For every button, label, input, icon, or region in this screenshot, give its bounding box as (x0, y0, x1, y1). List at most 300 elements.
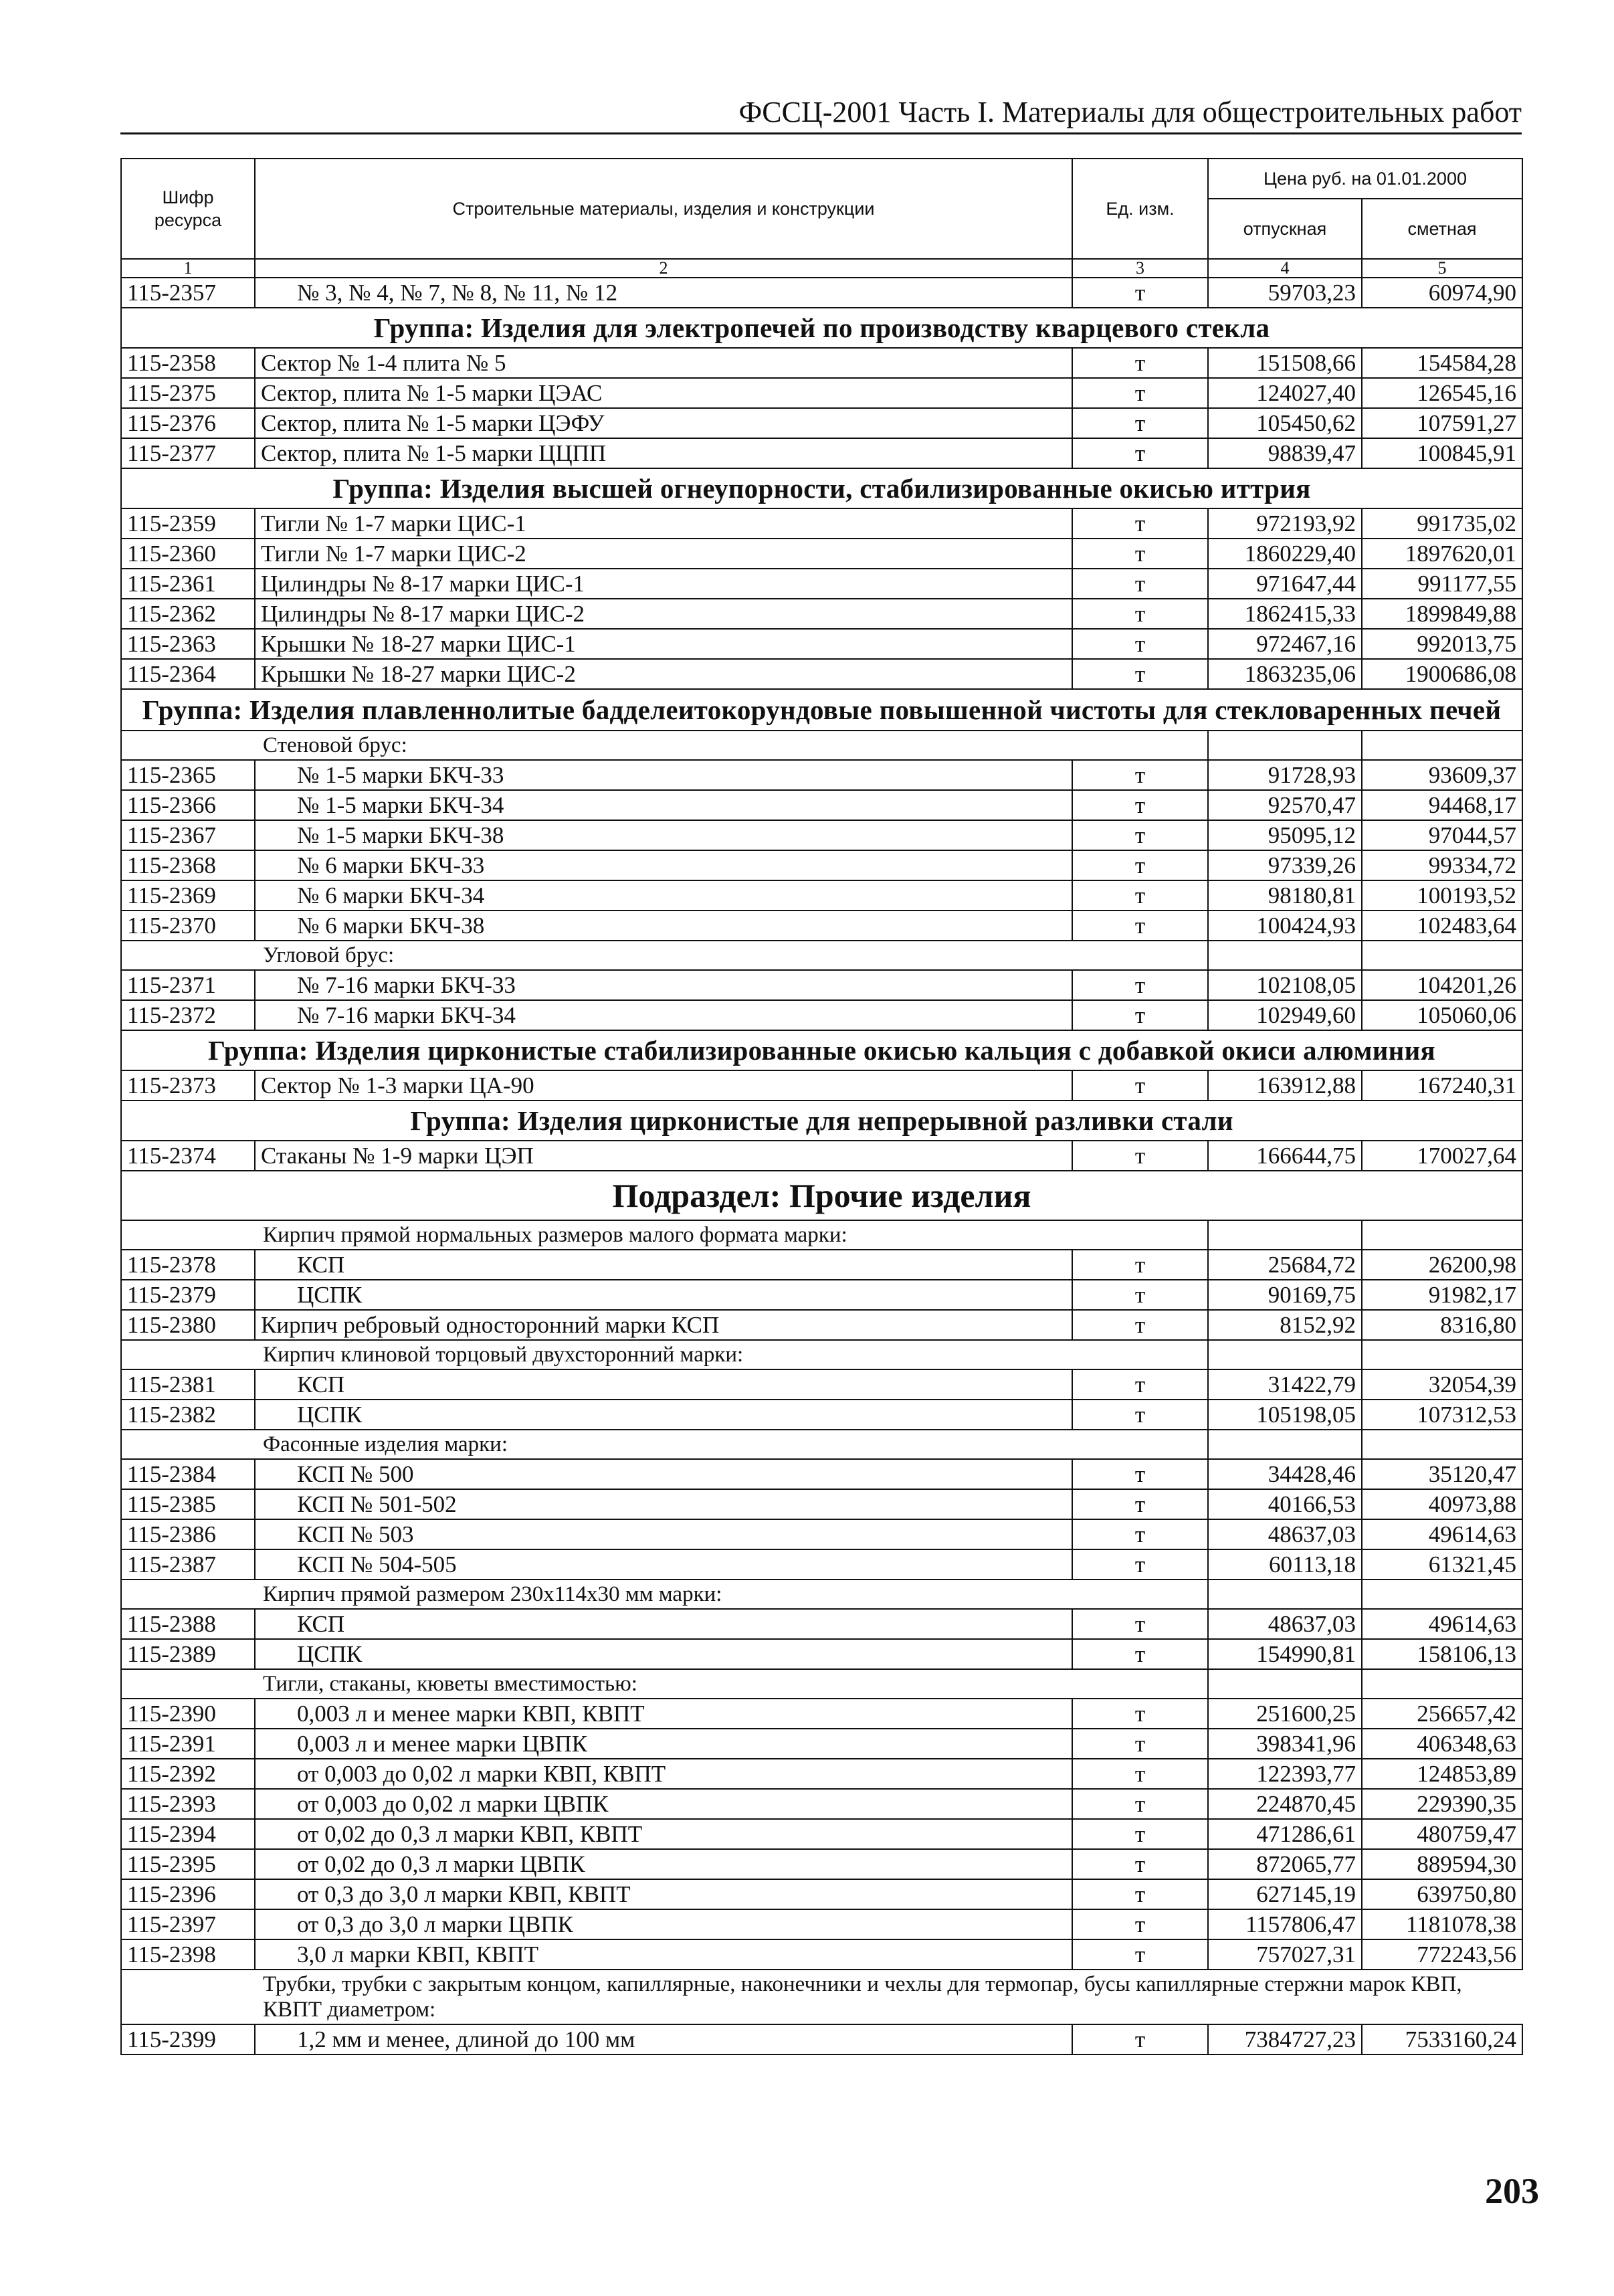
table-row (121, 438, 1522, 468)
unit: т (1072, 629, 1208, 659)
table-row (121, 820, 1522, 850)
group-heading-row (121, 468, 1522, 508)
material-name: Крышки № 18-27 марки ЦИС-1 (255, 629, 1072, 659)
price-release: 154990,81 (1208, 1639, 1362, 1669)
subheading-price-cell (1362, 1580, 1522, 1609)
unit: т (1072, 378, 1208, 408)
table-row (121, 880, 1522, 911)
price-release: 971647,44 (1208, 569, 1362, 599)
subheading-row (121, 1340, 1522, 1369)
unit: т (1072, 539, 1208, 569)
material-name: Сектор № 1-4 плита № 5 (255, 348, 1072, 378)
material-name: Сектор, плита № 1-5 марки ЦЦПП (255, 438, 1072, 468)
price-estimate: 8316,80 (1362, 1310, 1522, 1340)
unit: т (1072, 2024, 1208, 2054)
unit: т (1072, 1609, 1208, 1639)
resource-code: 115-2363 (121, 629, 255, 659)
table-row (121, 348, 1522, 378)
resource-code: 115-2374 (121, 1141, 255, 1171)
material-name: Кирпич ребровый односторонний марки КСП (255, 1310, 1072, 1340)
resource-code: 115-2368 (121, 850, 255, 880)
table-row (121, 1729, 1522, 1759)
price-release: 1860229,40 (1208, 539, 1362, 569)
price-release: 100424,93 (1208, 911, 1362, 941)
material-name: № 7-16 марки БКЧ-33 (255, 970, 1072, 1000)
page-number: 203 (1485, 2171, 1539, 2211)
subheading-row (121, 1580, 1522, 1609)
subheading-row (121, 1430, 1522, 1459)
subheading-unit-cell (1072, 941, 1208, 970)
table-row (121, 1789, 1522, 1819)
price-estimate: 91982,17 (1362, 1280, 1522, 1310)
subheading-price-cell (1362, 1220, 1522, 1250)
subheading-code-cell (121, 1970, 255, 2024)
unit: т (1072, 790, 1208, 820)
table-row (121, 659, 1522, 689)
subheading-code-cell (121, 1220, 255, 1250)
price-release: 60113,18 (1208, 1549, 1362, 1580)
price-release: 48637,03 (1208, 1519, 1362, 1549)
subheading-price-cell (1208, 1340, 1362, 1369)
price-release: 98839,47 (1208, 438, 1362, 468)
group-heading-row (121, 1101, 1522, 1141)
subheading-text: Фасонные изделия марки: (255, 1430, 1072, 1459)
unit: т (1072, 970, 1208, 1000)
table-row (121, 599, 1522, 629)
column-numbers-row (121, 259, 1522, 278)
subheading-text: Стеновой брус: (255, 731, 1072, 760)
table-row (121, 970, 1522, 1000)
unit: т (1072, 1789, 1208, 1819)
table-row (121, 1549, 1522, 1580)
subheading-text: Трубки, трубки с закрытым концом, капиллярные, наконечники и чехлы для термопар, бусы капиллярные стержни марок КВП, КВПТ диаметром: (255, 1970, 1522, 2024)
resource-code: 115-2376 (121, 408, 255, 438)
price-release: 1863235,06 (1208, 659, 1362, 689)
table-row (121, 1939, 1522, 1970)
unit: т (1072, 1939, 1208, 1970)
material-name: Крышки № 18-27 марки ЦИС-2 (255, 659, 1072, 689)
unit: т (1072, 1369, 1208, 1400)
unit: т (1072, 508, 1208, 539)
material-name: 0,003 л и менее марки ЦВПК (255, 1729, 1072, 1759)
material-name: № 7-16 марки БКЧ-34 (255, 1000, 1072, 1030)
material-name: Тигли № 1-7 марки ЦИС-2 (255, 539, 1072, 569)
material-name: от 0,3 до 3,0 л марки ЦВПК (255, 1909, 1072, 1939)
resource-code: 115-2398 (121, 1939, 255, 1970)
material-name: Сектор № 1-3 марки ЦА-90 (255, 1070, 1072, 1101)
resource-code: 115-2378 (121, 1250, 255, 1280)
price-release: 757027,31 (1208, 1939, 1362, 1970)
header-unit: Ед. изм. (1072, 159, 1208, 259)
resource-code: 115-2373 (121, 1070, 255, 1101)
price-estimate: 60974,90 (1362, 278, 1522, 308)
table-row (121, 911, 1522, 941)
resource-code: 115-2396 (121, 1879, 255, 1909)
subheading-price-cell (1362, 941, 1522, 970)
price-estimate: 256657,42 (1362, 1699, 1522, 1729)
price-estimate: 170027,64 (1362, 1141, 1522, 1171)
resource-code: 115-2371 (121, 970, 255, 1000)
subheading-text: Тигли, стаканы, кюветы вместимостью: (255, 1669, 1072, 1699)
subheading-price-cell (1362, 731, 1522, 760)
subheading-code-cell (121, 1430, 255, 1459)
price-estimate: 100193,52 (1362, 880, 1522, 911)
subheading-unit-cell (1072, 731, 1208, 760)
price-estimate: 26200,98 (1362, 1250, 1522, 1280)
resource-code: 115-2385 (121, 1489, 255, 1519)
resource-code: 115-2382 (121, 1400, 255, 1430)
group-heading-row (121, 1030, 1522, 1070)
price-release: 105198,05 (1208, 1400, 1362, 1430)
price-release: 34428,46 (1208, 1459, 1362, 1489)
subheading-unit-cell (1072, 1430, 1208, 1459)
price-estimate: 104201,26 (1362, 970, 1522, 1000)
price-estimate: 7533160,24 (1362, 2024, 1522, 2054)
group-heading-row (121, 689, 1522, 731)
unit: т (1072, 1250, 1208, 1280)
price-release: 97339,26 (1208, 850, 1362, 880)
subheading-text: Кирпич клиновой торцовый двухсторонний марки: (255, 1340, 1072, 1369)
unit: т (1072, 1459, 1208, 1489)
subheading-code-cell (121, 1340, 255, 1369)
material-name: № 6 марки БКЧ-38 (255, 911, 1072, 941)
subheading-price-cell (1362, 1669, 1522, 1699)
unit: т (1072, 1699, 1208, 1729)
price-estimate: 406348,63 (1362, 1729, 1522, 1759)
price-estimate: 49614,63 (1362, 1519, 1522, 1549)
price-estimate: 102483,64 (1362, 911, 1522, 941)
material-name: № 1-5 марки БКЧ-34 (255, 790, 1072, 820)
resource-code: 115-2360 (121, 539, 255, 569)
resource-code: 115-2381 (121, 1369, 255, 1400)
table-row (121, 1819, 1522, 1849)
table-row (121, 1400, 1522, 1430)
price-release: 972467,16 (1208, 629, 1362, 659)
resource-code: 115-2369 (121, 880, 255, 911)
price-release: 972193,92 (1208, 508, 1362, 539)
price-release: 95095,12 (1208, 820, 1362, 850)
table-row (121, 1310, 1522, 1340)
price-release: 91728,93 (1208, 760, 1362, 790)
price-estimate: 158106,13 (1362, 1639, 1522, 1669)
price-estimate: 991735,02 (1362, 508, 1522, 539)
price-estimate: 1900686,08 (1362, 659, 1522, 689)
price-release: 122393,77 (1208, 1759, 1362, 1789)
subheading-text: Угловой брус: (255, 941, 1072, 970)
material-name: 0,003 л и менее марки КВП, КВПТ (255, 1699, 1072, 1729)
price-estimate: 154584,28 (1362, 348, 1522, 378)
resource-code: 115-2370 (121, 911, 255, 941)
unit: т (1072, 1909, 1208, 1939)
table-row (121, 1141, 1522, 1171)
resource-code: 115-2384 (121, 1459, 255, 1489)
material-name: № 3, № 4, № 7, № 8, № 11, № 12 (255, 278, 1072, 308)
unit: т (1072, 278, 1208, 308)
material-name: ЦСПК (255, 1639, 1072, 1669)
price-table (120, 158, 1523, 2055)
price-release: 40166,53 (1208, 1489, 1362, 1519)
resource-code: 115-2362 (121, 599, 255, 629)
unit: т (1072, 569, 1208, 599)
resource-code: 115-2391 (121, 1729, 255, 1759)
subheading-price-cell (1208, 1580, 1362, 1609)
price-estimate: 107312,53 (1362, 1400, 1522, 1430)
table-row (121, 1879, 1522, 1909)
material-name: № 6 марки БКЧ-33 (255, 850, 1072, 880)
unit: т (1072, 1000, 1208, 1030)
price-release: 48637,03 (1208, 1609, 1362, 1639)
resource-code: 115-2367 (121, 820, 255, 850)
table-row (121, 378, 1522, 408)
subheading-price-cell (1208, 1669, 1362, 1699)
price-estimate: 1899849,88 (1362, 599, 1522, 629)
group-heading: Группа: Изделия цирконистые стабилизированные окисью кальция с добавкой окиси алюминия (121, 1030, 1522, 1070)
subheading-code-cell (121, 1669, 255, 1699)
material-name: Цилиндры № 8-17 марки ЦИС-2 (255, 599, 1072, 629)
unit: т (1072, 1280, 1208, 1310)
material-name: КСП № 503 (255, 1519, 1072, 1549)
subheading-unit-cell (1072, 1340, 1208, 1369)
table-row (121, 1849, 1522, 1879)
subheading-unit-cell (1072, 1580, 1208, 1609)
price-release: 7384727,23 (1208, 2024, 1362, 2054)
unit: т (1072, 599, 1208, 629)
subheading-unit-cell (1072, 1669, 1208, 1699)
header-price-release: отпускная (1208, 199, 1362, 259)
table-row (121, 760, 1522, 790)
material-name: № 1-5 марки БКЧ-33 (255, 760, 1072, 790)
unit: т (1072, 438, 1208, 468)
price-release: 251600,25 (1208, 1699, 1362, 1729)
resource-code: 115-2395 (121, 1849, 255, 1879)
resource-code: 115-2364 (121, 659, 255, 689)
resource-code: 115-2377 (121, 438, 255, 468)
material-name: КСП № 500 (255, 1459, 1072, 1489)
header-name: Строительные материалы, изделия и конструкции (255, 159, 1072, 259)
unit: т (1072, 760, 1208, 790)
material-name: Стаканы № 1-9 марки ЦЭП (255, 1141, 1072, 1171)
resource-code: 115-2387 (121, 1549, 255, 1580)
resource-code: 115-2359 (121, 508, 255, 539)
price-estimate: 1897620,01 (1362, 539, 1522, 569)
price-estimate: 991177,55 (1362, 569, 1522, 599)
table-row (121, 850, 1522, 880)
unit: т (1072, 1489, 1208, 1519)
unit: т (1072, 911, 1208, 941)
price-estimate: 992013,75 (1362, 629, 1522, 659)
material-name: КСП (255, 1369, 1072, 1400)
resource-code: 115-2361 (121, 569, 255, 599)
subheading-row (121, 941, 1522, 970)
group-heading: Группа: Изделия цирконистые для непрерывной разливки стали (121, 1101, 1522, 1141)
unit: т (1072, 1819, 1208, 1849)
unit: т (1072, 1759, 1208, 1789)
resource-code: 115-2389 (121, 1639, 255, 1669)
table-row (121, 629, 1522, 659)
price-release: 471286,61 (1208, 1819, 1362, 1849)
material-name: от 0,02 до 0,3 л марки КВП, КВПТ (255, 1819, 1072, 1849)
subsection-heading-row (121, 1171, 1522, 1220)
resource-code: 115-2388 (121, 1609, 255, 1639)
subheading-row (121, 731, 1522, 760)
material-name: Сектор, плита № 1-5 марки ЦЭФУ (255, 408, 1072, 438)
price-release: 124027,40 (1208, 378, 1362, 408)
resource-code: 115-2392 (121, 1759, 255, 1789)
table-row (121, 2024, 1522, 2054)
price-release: 59703,23 (1208, 278, 1362, 308)
price-estimate: 49614,63 (1362, 1609, 1522, 1639)
subheading-row (121, 1970, 1522, 2024)
price-estimate: 167240,31 (1362, 1070, 1522, 1101)
resource-code: 115-2365 (121, 760, 255, 790)
material-name: от 0,003 до 0,02 л марки ЦВПК (255, 1789, 1072, 1819)
material-name: от 0,003 до 0,02 л марки КВП, КВПТ (255, 1759, 1072, 1789)
material-name: от 0,02 до 0,3 л марки ЦВПК (255, 1849, 1072, 1879)
resource-code: 115-2372 (121, 1000, 255, 1030)
col-number-3: 3 (1072, 259, 1208, 278)
subheading-code-cell (121, 941, 255, 970)
price-estimate: 99334,72 (1362, 850, 1522, 880)
price-release: 25684,72 (1208, 1250, 1362, 1280)
table-row (121, 1639, 1522, 1669)
price-estimate: 126545,16 (1362, 378, 1522, 408)
price-estimate: 889594,30 (1362, 1849, 1522, 1879)
material-name: КСП (255, 1250, 1072, 1280)
group-heading: Группа: Изделия высшей огнеупорности, стабилизированные окисью иттрия (121, 468, 1522, 508)
material-name: КСП (255, 1609, 1072, 1639)
resource-code: 115-2399 (121, 2024, 255, 2054)
table-row (121, 278, 1522, 308)
material-name: от 0,3 до 3,0 л марки КВП, КВПТ (255, 1879, 1072, 1909)
table-row (121, 1519, 1522, 1549)
resource-code: 115-2390 (121, 1699, 255, 1729)
header-price-estimate: сметная (1362, 199, 1522, 259)
table-row (121, 1759, 1522, 1789)
table-row (121, 1000, 1522, 1030)
table-row (121, 1250, 1522, 1280)
price-release: 627145,19 (1208, 1879, 1362, 1909)
table-body (121, 278, 1522, 2054)
price-estimate: 100845,91 (1362, 438, 1522, 468)
price-estimate: 1181078,38 (1362, 1909, 1522, 1939)
resource-code: 115-2358 (121, 348, 255, 378)
col-number-4: 4 (1208, 259, 1362, 278)
material-name: ЦСПК (255, 1280, 1072, 1310)
price-release: 872065,77 (1208, 1849, 1362, 1879)
unit: т (1072, 659, 1208, 689)
material-name: Тигли № 1-7 марки ЦИС-1 (255, 508, 1072, 539)
col-number-2: 2 (255, 259, 1072, 278)
resource-code: 115-2394 (121, 1819, 255, 1849)
price-release: 31422,79 (1208, 1369, 1362, 1400)
table-row (121, 569, 1522, 599)
col-number-5: 5 (1362, 259, 1522, 278)
material-name: 1,2 мм и менее, длиной до 100 мм (255, 2024, 1072, 2054)
resource-code: 115-2357 (121, 278, 255, 308)
material-name: КСП № 501-502 (255, 1489, 1072, 1519)
price-estimate: 35120,47 (1362, 1459, 1522, 1489)
resource-code: 115-2375 (121, 378, 255, 408)
table-row (121, 1070, 1522, 1101)
unit: т (1072, 1849, 1208, 1879)
subheading-price-cell (1208, 941, 1362, 970)
col-number-1: 1 (121, 259, 255, 278)
resource-code: 115-2366 (121, 790, 255, 820)
unit: т (1072, 1639, 1208, 1669)
price-estimate: 772243,56 (1362, 1939, 1522, 1970)
unit: т (1072, 1310, 1208, 1340)
unit: т (1072, 1879, 1208, 1909)
table-row (121, 1699, 1522, 1729)
header-code: Шифр ресурса (121, 159, 255, 259)
price-estimate: 32054,39 (1362, 1369, 1522, 1400)
group-heading-row (121, 308, 1522, 348)
table-row (121, 1489, 1522, 1519)
subheading-row (121, 1669, 1522, 1699)
subheading-price-cell (1208, 1430, 1362, 1459)
price-release: 163912,88 (1208, 1070, 1362, 1101)
price-release: 105450,62 (1208, 408, 1362, 438)
material-name: 3,0 л марки КВП, КВПТ (255, 1939, 1072, 1970)
running-head: ФССЦ-2001 Часть I. Материалы для общестроительных работ (120, 94, 1522, 134)
price-estimate: 107591,27 (1362, 408, 1522, 438)
resource-code: 115-2380 (121, 1310, 255, 1340)
price-estimate: 124853,89 (1362, 1759, 1522, 1789)
table-row (121, 1909, 1522, 1939)
price-release: 92570,47 (1208, 790, 1362, 820)
unit: т (1072, 880, 1208, 911)
price-estimate: 480759,47 (1362, 1819, 1522, 1849)
table-row (121, 508, 1522, 539)
table-row (121, 790, 1522, 820)
table-row (121, 539, 1522, 569)
table-row (121, 408, 1522, 438)
group-heading: Группа: Изделия для электропечей по производству кварцевого стекла (121, 308, 1522, 348)
price-release: 224870,45 (1208, 1789, 1362, 1819)
price-release: 8152,92 (1208, 1310, 1362, 1340)
table-row (121, 1369, 1522, 1400)
resource-code: 115-2397 (121, 1909, 255, 1939)
price-estimate: 639750,80 (1362, 1879, 1522, 1909)
unit: т (1072, 408, 1208, 438)
resource-code: 115-2379 (121, 1280, 255, 1310)
group-heading: Группа: Изделия плавленнолитые бадделеитокорундовые повышенной чистоты для стекловаренных печей (121, 689, 1522, 731)
unit: т (1072, 348, 1208, 378)
price-estimate: 61321,45 (1362, 1549, 1522, 1580)
price-release: 98180,81 (1208, 880, 1362, 911)
subheading-text: Кирпич прямой нормальных размеров малого формата марки: (255, 1220, 1072, 1250)
price-release: 1157806,47 (1208, 1909, 1362, 1939)
subheading-unit-cell (1072, 1220, 1208, 1250)
price-release: 1862415,33 (1208, 599, 1362, 629)
subsection-heading: Подраздел: Прочие изделия (121, 1171, 1522, 1220)
price-release: 102949,60 (1208, 1000, 1362, 1030)
price-release: 102108,05 (1208, 970, 1362, 1000)
price-estimate: 94468,17 (1362, 790, 1522, 820)
unit: т (1072, 1549, 1208, 1580)
subheading-price-cell (1208, 1220, 1362, 1250)
price-estimate: 97044,57 (1362, 820, 1522, 850)
price-release: 398341,96 (1208, 1729, 1362, 1759)
subheading-row (121, 1220, 1522, 1250)
unit: т (1072, 1519, 1208, 1549)
table-header (121, 159, 1522, 278)
price-release: 166644,75 (1208, 1141, 1362, 1171)
table-row (121, 1609, 1522, 1639)
material-name: ЦСПК (255, 1400, 1072, 1430)
unit: т (1072, 1400, 1208, 1430)
table-row (121, 1280, 1522, 1310)
